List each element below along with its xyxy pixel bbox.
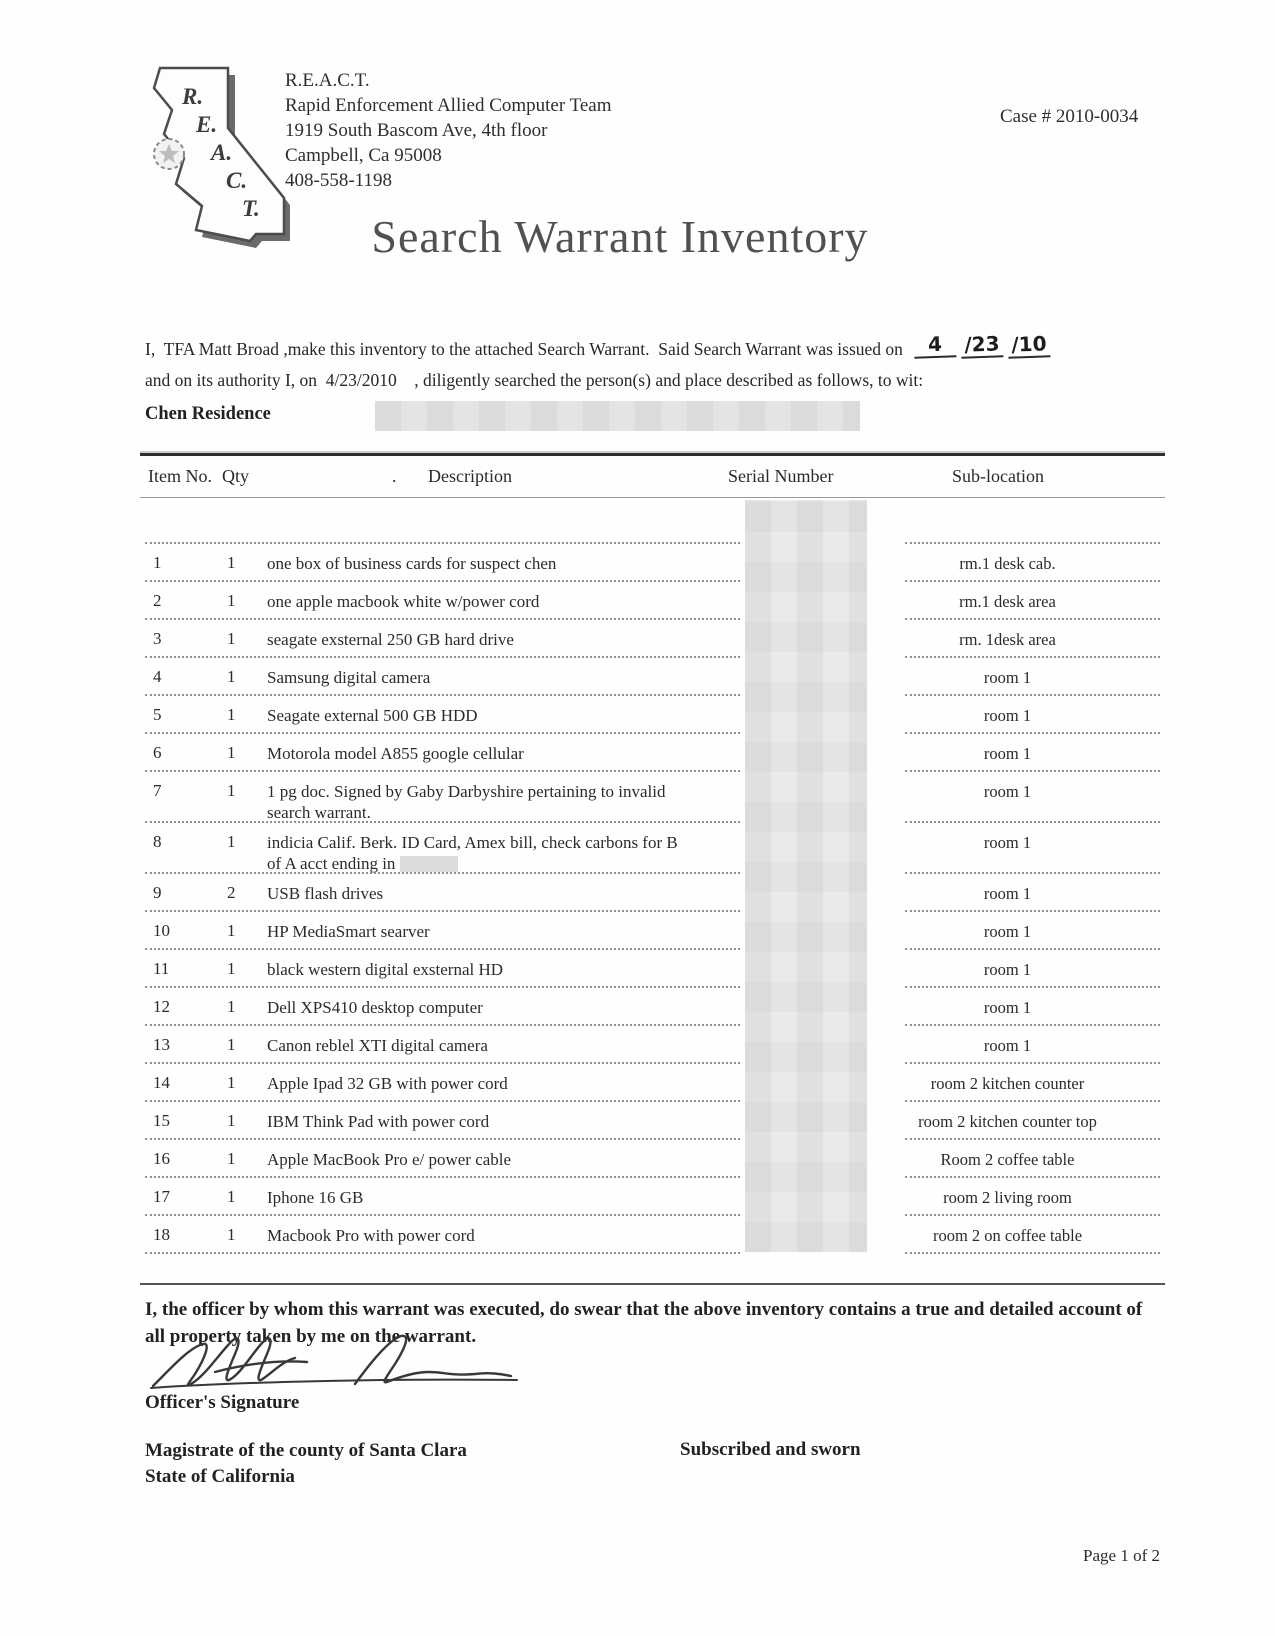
table-row [145,658,1160,696]
cell-item-no: 16 [153,1149,170,1168]
handwritten-date [909,332,1050,358]
cell-sublocation: Room 2 coffee table [940,1150,1075,1169]
cell-qty: 1 [227,959,236,978]
redacted-address-block [375,401,860,431]
cell-qty: 1 [227,667,236,686]
magistrate-line-1: Magistrate of the county of Santa Clara [145,1440,467,1461]
cell-description-text: Samsung digital camera [267,668,431,687]
cell-item-no: 8 [153,832,162,851]
cell-description [267,553,705,574]
col-header-description: Description [428,466,512,486]
cell-qty: 1 [227,1187,236,1206]
handwritten-day: /23 [960,332,1003,358]
cell-description-text: one box of business cards for suspect chen [267,554,557,573]
col-header-sublocation: Sub-location [952,466,1044,486]
inline-redaction-block [400,856,458,872]
cell-description [267,1073,705,1094]
redacted-serial-column [745,500,867,1252]
cell-description-text: indicia Calif. Berk. ID Card, Amex bill, check carbons for B of A acct ending in [267,833,678,873]
agency-acronym: R.E.A.C.T. [285,70,370,91]
cell-item-no: 11 [153,959,170,978]
cell-description-text: seagate exsternal 250 GB hard drive [267,630,514,649]
magistrate-block [145,1438,467,1490]
cell-qty: 1 [227,921,236,940]
cell-sublocation: room 1 [983,833,1032,852]
table-row [145,1026,1160,1064]
cell-description-text: Dell XPS410 desktop computer [267,998,483,1017]
page-number: Page 1 of 2 [1083,1546,1160,1565]
cell-description [267,883,705,904]
cell-qty: 1 [227,629,236,648]
cell-sublocation: room 1 [983,668,1032,687]
cell-qty: 1 [227,705,236,724]
intro-line-2: and on its authority I, on 4/23/2010 , diligently searched the person(s) and place described as follows, to wit: [145,370,924,390]
agency-street: 1919 South Bascom Ave, 4th floor [285,120,548,141]
cell-sublocation: room 1 [983,1036,1032,1055]
row-separator [905,1252,1160,1254]
cell-description [267,1111,705,1132]
cell-description-text: Seagate external 500 GB HDD [267,706,478,725]
logo-letter: C. [226,168,248,193]
cell-qty: 1 [227,743,236,762]
cell-description [267,705,705,726]
cell-item-no: 17 [153,1187,170,1206]
handwritten-year: /10 [1007,332,1050,358]
cell-sublocation: room 2 kitchen counter [930,1074,1085,1093]
cell-item-no: 13 [153,1035,170,1054]
cell-sublocation: rm.1 desk cab. [959,554,1056,573]
agency-city: Campbell, Ca 95008 [285,145,442,166]
cell-description [267,921,705,942]
table-row [145,988,1160,1026]
handwritten-month: 4 [913,332,956,358]
cell-description-text: Canon reblel XTI digital camera [267,1036,488,1055]
location-label: Chen Residence [145,404,271,424]
cell-description-text: 1 pg doc. Signed by Gaby Darbyshire pertaining to invalid search warrant. [267,782,666,822]
cell-description-text: Apple Ipad 32 GB with power cord [267,1074,508,1093]
cell-qty: 1 [227,781,236,800]
table-row [145,544,1160,582]
cell-sublocation: room 1 [983,922,1032,941]
officer-signature-ink [145,1314,545,1399]
table-row [145,696,1160,734]
table-row [145,950,1160,988]
case-number: Case # 2010-0034 [1000,106,1139,127]
cell-qty: 1 [227,1073,236,1092]
agency-phone: 408-558-1198 [285,170,392,191]
cell-description [267,1035,705,1056]
intro-line-1 [145,331,1165,362]
cell-qty: 2 [227,883,236,902]
cell-description [267,591,705,612]
cell-description [267,781,705,823]
cell-description [267,997,705,1018]
col-header-qty: Qty [222,466,249,486]
cell-description [267,629,705,650]
cell-qty: 1 [227,591,236,610]
cell-sublocation: room 1 [983,998,1032,1017]
cell-sublocation: room 2 living room [943,1188,1072,1207]
cell-qty: 1 [227,1225,236,1244]
logo-letter: A. [211,140,233,165]
subscribed-sworn-label: Subscribed and sworn [680,1439,861,1460]
cell-qty: 1 [227,1035,236,1054]
logo-letter: T. [242,196,260,221]
cell-qty: 1 [227,832,236,851]
cell-sublocation: room 2 kitchen counter top [918,1112,1097,1131]
cell-sublocation: room 1 [983,706,1032,725]
table-row [145,912,1160,950]
table-row [145,620,1160,658]
table-spacer-row [145,500,1160,544]
cell-sublocation: room 1 [983,884,1032,903]
agency-name: Rapid Enforcement Allied Computer Team [285,95,612,116]
table-row [145,1216,1160,1254]
logo-letter: E. [196,112,218,137]
cell-item-no: 7 [153,781,162,800]
cell-qty: 1 [227,553,236,572]
table-row [145,582,1160,620]
cell-sublocation: room 1 [983,782,1032,801]
cell-sublocation: room 1 [983,744,1032,763]
cell-qty: 1 [227,1111,236,1130]
cell-description [267,1149,705,1170]
intro-line-1-text: I, TFA Matt Broad ,make this inventory to the attached Search Warrant. Said Search Warrant was issued on [145,339,903,359]
cell-description [267,832,705,874]
col-header-item-no: Item No. [148,466,212,486]
cell-item-no: 4 [153,667,162,686]
cell-description-text: HP MediaSmart searver [267,922,430,941]
cell-item-no: 9 [153,883,162,902]
table-header-rule [140,497,1165,498]
cell-description-text: Iphone 16 GB [267,1188,364,1207]
cell-description-text: black western digital exsternal HD [267,960,504,979]
cell-item-no: 6 [153,743,162,762]
cell-item-no: 1 [153,553,162,572]
col-header-serial: Serial Number [728,466,834,486]
cell-sublocation: rm.1 desk area [959,592,1056,611]
logo-letter: R. [182,84,204,109]
cell-item-no: 18 [153,1225,170,1244]
cell-sublocation: room 2 on coffee table [932,1226,1083,1245]
cell-description-text: Macbook Pro with power cord [267,1226,475,1245]
cell-description-text: one apple macbook white w/power cord [267,592,540,611]
cell-item-no: 12 [153,997,170,1016]
table-row [145,874,1160,912]
cell-description [267,1225,705,1246]
cell-description [267,959,705,980]
stray-scan-mark: . [392,466,397,486]
cell-description-text: USB flash drives [267,884,384,903]
cell-sublocation: rm. 1desk area [959,630,1056,649]
table-body [145,500,1160,1254]
table-row [145,1140,1160,1178]
cell-qty: 1 [227,997,236,1016]
officer-signature-label: Officer's Signature [145,1392,300,1413]
table-row [145,772,1160,823]
oath-statement: I, the officer by whom this warrant was executed, do swear that the above inventory contains a true and detailed account of all property taken by me on the warrant. [145,1299,1143,1347]
cell-description [267,1187,705,1208]
agency-address-block [285,68,612,193]
table-bottom-rule [140,1283,1165,1285]
cell-description [267,667,705,688]
cell-item-no: 14 [153,1073,170,1092]
cell-description-text: Motorola model A855 google cellular [267,744,524,763]
cell-item-no: 3 [153,629,162,648]
cell-description-text: Apple MacBook Pro e/ power cable [267,1150,512,1169]
cell-qty: 1 [227,1149,236,1168]
table-row [145,1064,1160,1102]
magistrate-line-2: State of California [145,1466,295,1487]
document-title: Search Warrant Inventory [371,211,869,262]
cell-description-text: IBM Think Pad with power cord [267,1112,490,1131]
cell-item-no: 15 [153,1111,170,1130]
cell-description [267,743,705,764]
table-row [145,1102,1160,1140]
row-separator [145,1252,740,1254]
table-row [145,823,1160,874]
cell-sublocation: room 1 [983,960,1032,979]
table-top-rule [140,453,1165,456]
table-row [145,1178,1160,1216]
cell-item-no: 5 [153,705,162,724]
cell-item-no: 10 [153,921,170,940]
table-row [145,734,1160,772]
cell-item-no: 2 [153,591,162,610]
